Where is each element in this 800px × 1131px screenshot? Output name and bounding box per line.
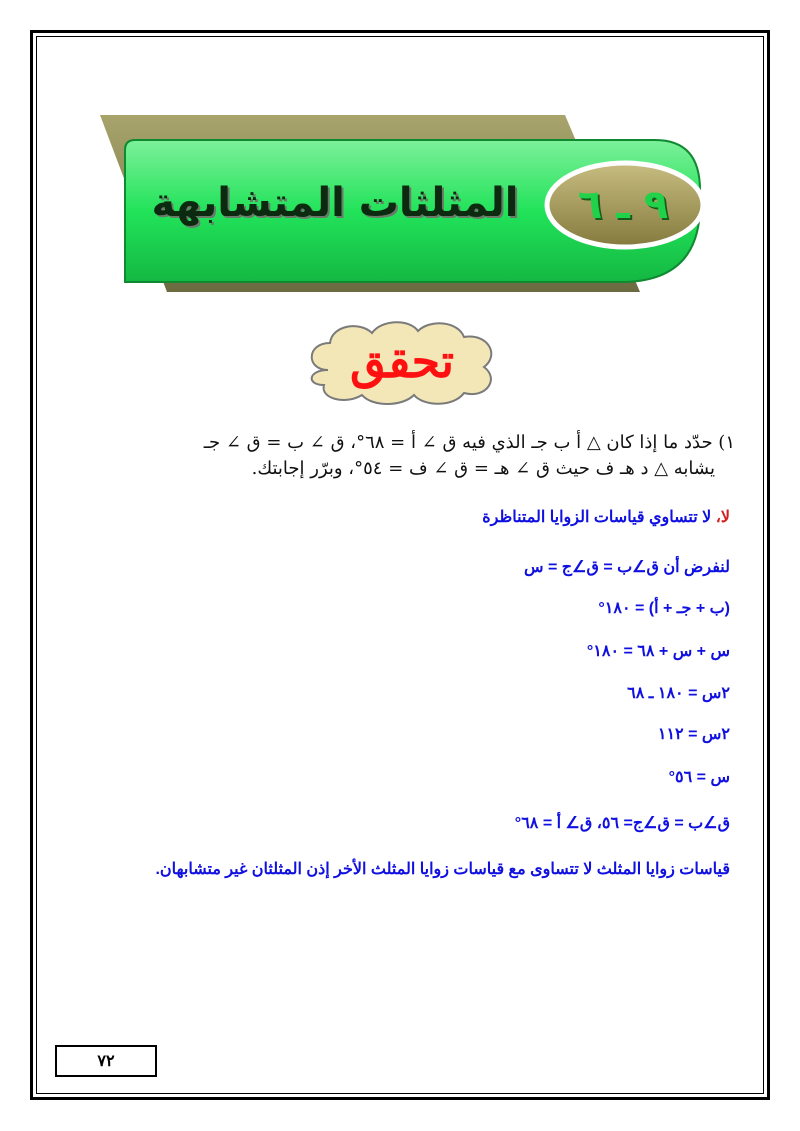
solution-conclusion: قياسات زوايا المثلث لا تتساوى مع قياسات زوايا المثلث الأخر إذن المثلثان غير متشابهان.	[155, 861, 730, 878]
check-label: تحقق	[349, 334, 455, 388]
problem-line-1: ١) حدّد ما إذا كان △ أ ب جـ الذي فيه ق ∠ أ = ٦٨°، ق ∠ ب = ق ∠ جـ	[203, 432, 735, 453]
solution-step: ٢س = ١٨٠ ـ ٦٨	[627, 685, 730, 702]
lesson-title: المثلثات المتشابهة	[151, 180, 519, 226]
check-cloud-badge	[298, 315, 506, 405]
solution-step: (ب + جـ + أ) = ١٨٠°	[598, 600, 730, 617]
problem-statement	[110, 430, 735, 482]
lesson-header-banner	[95, 110, 715, 305]
solution-step: لنفرض أن ق∠ب = ق∠ج = س	[524, 559, 730, 576]
solution-step: ٢س = ١١٢	[657, 726, 730, 743]
answer-no: لا،	[715, 509, 730, 526]
answer-reason: لا تتساوي قياسات الزوايا المتناظرة	[482, 509, 716, 526]
lesson-number: ٩ ـ ٦	[577, 182, 669, 228]
solution-step: س = ٥٦°	[668, 769, 730, 786]
solution-step: س + س + ٦٨ = ١٨٠°	[586, 643, 730, 660]
solution-step: ق∠ب = ق∠ج= ٥٦، ق∠ أ = ٦٨°	[514, 815, 730, 832]
page-number: ٧٢	[55, 1045, 157, 1077]
problem-line-2: يشابه △ د هـ ف حيث ق ∠ هـ = ق ∠ ف = ٥٤°، وبرّر إجابتك.	[251, 458, 715, 479]
solution-answer	[482, 507, 730, 527]
